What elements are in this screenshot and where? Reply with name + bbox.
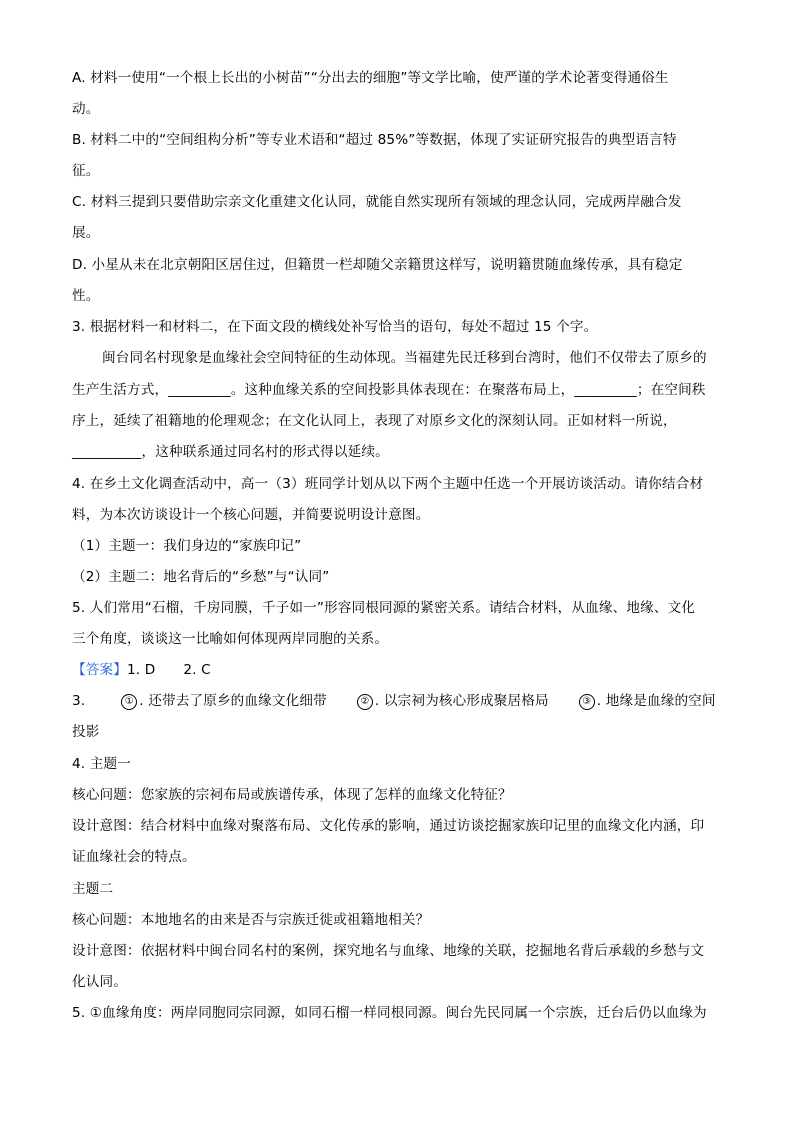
theme-1-intent-line-2: 证血缘社会的特点。	[72, 849, 196, 865]
answer-3-number: 3.	[72, 693, 86, 709]
answer-3-item-1: . 还带去了原乡的血缘文化细带	[139, 693, 327, 709]
theme-2-intent-line-1: 设计意图：依据材料中闽台同名村的案例，探究地名与血缘、地缘的关联，挖掘地名背后承载的乡愁与文	[72, 943, 705, 959]
answer-3-continuation: 投影	[72, 724, 100, 740]
circled-one-marker: ①	[121, 694, 137, 710]
theme-2: （2）主题二：地名背后的“乡愁”与“认同”	[72, 569, 330, 585]
option-b-line-2: 征。	[72, 163, 100, 179]
answer-3-item-3: . 地缘是血缘的空间	[596, 693, 716, 709]
option-c-line-1: C. 材料三提到只要借助宗亲文化重建文化认同，就能自然实现所有领域的理念认同，完成两岸融合发	[72, 194, 682, 210]
option-a-line-1: A. 材料一使用“一个根上长出的小树苗”“分出去的细胞”等文学比喻，使严谨的学术论著变得通俗生	[72, 70, 669, 86]
answer-5-line-1: 5. ①血缘角度：两岸同胞同宗同源，如同石榴一样同根同源。闽台先民同属一个宗族，迁台后仍以血缘为	[72, 1005, 707, 1021]
option-d-line-1: D. 小星从未在北京朝阳区居住过，但籍贯一栏却随父亲籍贯这样写，说明籍贯随血缘传承，具有稳定	[72, 257, 683, 273]
answer-4-heading: 4. 主题一	[72, 756, 131, 772]
theme-2-intent-line-2: 化认同。	[72, 974, 127, 990]
question-4-line-1: 4. 在乡土文化调查活动中，高一（3）班同学计划从以下两个主题中任选一个开展访谈活动。请你结合材	[72, 476, 704, 492]
theme-1-intent-line-1: 设计意图：结合材料中血缘对聚落布局、文化传承的影响，通过访谈挖掘家族印记里的血缘文化内涵，印	[72, 818, 705, 834]
circled-two-marker: ②	[357, 694, 373, 710]
answer-label: 【答案】	[72, 662, 127, 678]
fill-passage-line-1: 闽台同名村现象是血缘社会空间特征的生动体现。当福建先民迁移到台湾时，他们不仅带去了原乡的	[102, 350, 707, 366]
theme-2-core-question: 核心问题：本地地名的由来是否与宗族迁徙或祖籍地相关？	[72, 912, 430, 928]
option-c-line-2: 展。	[72, 225, 100, 241]
option-d-line-2: 性。	[72, 288, 100, 304]
answer-line	[72, 660, 722, 680]
answer-3-item-2: . 以宗祠为核心形成聚居格局	[374, 693, 549, 709]
option-a-line-2: 动。	[72, 101, 100, 117]
fill-passage-line-3: 序上，延续了祖籍地的伦理观念；在文化认同上，表现了对原乡文化的深刻认同。正如材料一所说，	[72, 413, 677, 429]
answer-q1: 1. D	[126, 662, 156, 678]
theme-1-core-question: 核心问题：您家族的宗祠布局或族谱传承，体现了怎样的血缘文化特征？	[72, 787, 512, 803]
fill-passage-line-4: __________，这种联系通过同名村的形式得以延续。	[72, 444, 389, 460]
question-4-line-2: 料，为本次访谈设计一个核心问题，并简要说明设计意图。	[72, 507, 430, 523]
question-3-prompt: 3. 根据材料一和材料二，在下面文段的横线处补写恰当的语句，每处不超过 15 个字。	[72, 319, 598, 335]
question-5-line-2: 三个角度，谈谈这一比喻如何体现两岸同胞的关系。	[72, 631, 389, 647]
circled-three-marker: ③	[579, 694, 595, 710]
question-5-line-1: 5. 人们常用“石榴，千房同膜，千子如一”形容同根同源的紧密关系。请结合材料，从血缘、地缘、文化	[72, 600, 696, 616]
fill-passage-line-2: 生产生活方式，_________。这种血缘关系的空间投影具体表现在：在聚落布局上，_________；在空间秩	[72, 382, 706, 398]
option-b-line-1: B. 材料二中的“空间组构分析”等专业术语和“超过 85%”等数据，体现了实证研究报告的典型语言特	[72, 132, 677, 148]
theme-2-heading: 主题二	[72, 881, 114, 897]
theme-1: （1）主题一：我们身边的“家族印记”	[72, 538, 302, 554]
answer-3-line	[72, 691, 722, 711]
answer-q2: 2. C	[183, 662, 211, 678]
